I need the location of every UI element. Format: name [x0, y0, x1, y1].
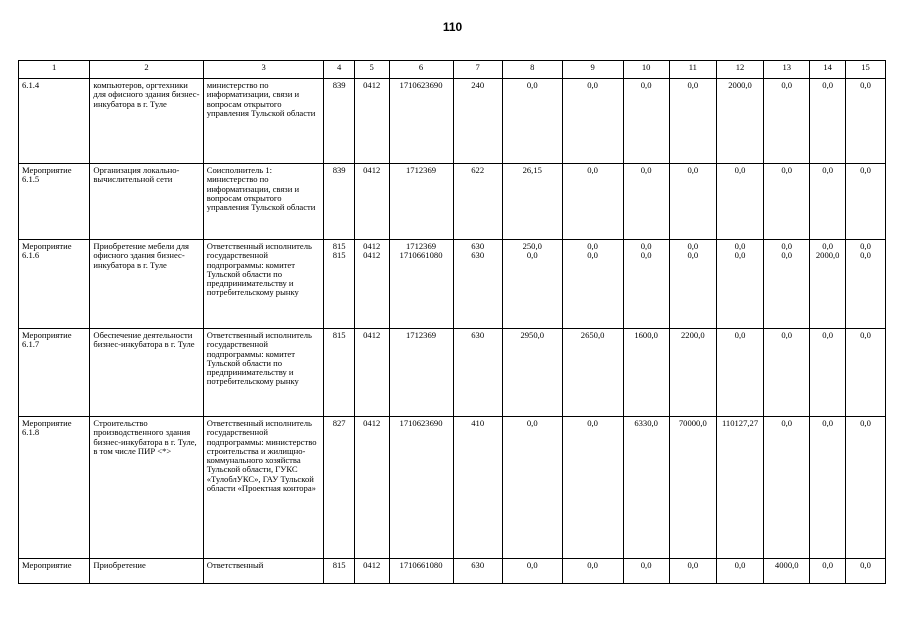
measure-name-cell: Приобретение мебели для офисного здания бизнес-инкубатора в г. Туле: [90, 240, 203, 329]
amount-cell: 0,0: [669, 559, 716, 584]
amount-cell: 0,0: [846, 417, 886, 559]
amount-cell: 0,0: [810, 559, 846, 584]
expense-type-cell: 240: [453, 79, 502, 164]
amount-cell: 6330,0: [623, 417, 669, 559]
amount-cell: 0,0: [623, 164, 669, 240]
target-article-cell: 1712369: [389, 164, 453, 240]
expense-type-cell: 630: [453, 559, 502, 584]
grbs-code-cell: 839: [324, 164, 354, 240]
column-header-15: 15: [846, 61, 886, 79]
amount-cell: 0,0: [716, 164, 763, 240]
column-header-1: 1: [19, 61, 90, 79]
measure-name-cell: Организация локально-вычислительной сети: [90, 164, 203, 240]
amount-cell: 0,0 0,0: [562, 240, 623, 329]
expense-type-cell: 410: [453, 417, 502, 559]
amount-cell: 0,0: [764, 329, 810, 417]
target-article-cell: 1710623690: [389, 417, 453, 559]
measure-id-cell: Мероприятие: [19, 559, 90, 584]
column-header-5: 5: [354, 61, 389, 79]
grbs-code-cell: 839: [324, 79, 354, 164]
table-header-row: [19, 61, 886, 79]
measure-name-cell: Обеспечение деятельности бизнес-инкубатора в г. Туле: [90, 329, 203, 417]
table-row: [19, 559, 886, 584]
measure-id-cell: 6.1.4: [19, 79, 90, 164]
amount-cell: 0,0: [502, 417, 562, 559]
amount-cell: 0,0 0,0: [716, 240, 763, 329]
page-number: 110: [442, 20, 463, 34]
expense-type-cell: 630 630: [453, 240, 502, 329]
executor-cell: министерство по информатизации, связи и вопросам открытого управления Тульской области: [203, 79, 324, 164]
amount-cell: 0,0: [623, 79, 669, 164]
amount-cell: 110127,27: [716, 417, 763, 559]
amount-cell: 0,0: [562, 164, 623, 240]
amount-cell: 2950,0: [502, 329, 562, 417]
table-row: [19, 164, 886, 240]
executor-cell: Ответственный исполнитель государственной подпрограммы: комитет Тульской области по предпринимательству и потребительскому рынку: [203, 329, 324, 417]
measure-id-cell: Мероприятие 6.1.8: [19, 417, 90, 559]
amount-cell: 0,0: [764, 79, 810, 164]
table-row: [19, 417, 886, 559]
target-article-cell: 1710661080: [389, 559, 453, 584]
section-code-cell: 0412: [354, 79, 389, 164]
section-code-cell: 0412: [354, 329, 389, 417]
column-header-6: 6: [389, 61, 453, 79]
grbs-code-cell: 827: [324, 417, 354, 559]
measure-name-cell: компьютеров, оргтехники для офисного здания бизнес-инкубатора в г. Туле: [90, 79, 203, 164]
amount-cell: 0,0: [846, 559, 886, 584]
amount-cell: 0,0: [669, 164, 716, 240]
amount-cell: 0,0: [810, 79, 846, 164]
grbs-code-cell: 815: [324, 559, 354, 584]
amount-cell: 0,0 2000,0: [810, 240, 846, 329]
section-code-cell: 0412: [354, 559, 389, 584]
amount-cell: 0,0: [562, 79, 623, 164]
section-code-cell: 0412 0412: [354, 240, 389, 329]
expense-type-cell: 622: [453, 164, 502, 240]
column-header-7: 7: [453, 61, 502, 79]
measure-id-cell: Мероприятие 6.1.5: [19, 164, 90, 240]
measure-id-cell: Мероприятие 6.1.7: [19, 329, 90, 417]
executor-cell: Ответственный исполнитель государственной подпрограммы: министерство строительства и жилищно-коммунального хозяйства Тульской области, ГУКС «ТулоблУКС», ГАУ Тульской области «Проектная контора»: [203, 417, 324, 559]
amount-cell: 0,0: [846, 164, 886, 240]
amount-cell: 0,0: [502, 559, 562, 584]
table-row: [19, 329, 886, 417]
amount-cell: 0,0 0,0: [669, 240, 716, 329]
amount-cell: 0,0 0,0: [846, 240, 886, 329]
column-header-9: 9: [562, 61, 623, 79]
budget-table: [18, 60, 886, 584]
amount-cell: 4000,0: [764, 559, 810, 584]
amount-cell: 0,0: [562, 417, 623, 559]
amount-cell: 26,15: [502, 164, 562, 240]
column-header-13: 13: [764, 61, 810, 79]
amount-cell: 0,0: [810, 164, 846, 240]
amount-cell: 2200,0: [669, 329, 716, 417]
amount-cell: 0,0 0,0: [623, 240, 669, 329]
executor-cell: Соисполнитель 1: министерство по информатизации, связи и вопросам открытого управления Тульской области: [203, 164, 324, 240]
column-header-2: 2: [90, 61, 203, 79]
target-article-cell: 1712369: [389, 329, 453, 417]
amount-cell: 0,0: [764, 417, 810, 559]
column-header-4: 4: [324, 61, 354, 79]
column-header-12: 12: [716, 61, 763, 79]
table-row: [19, 79, 886, 164]
amount-cell: 0,0: [764, 164, 810, 240]
amount-cell: 0,0: [846, 79, 886, 164]
expense-type-cell: 630: [453, 329, 502, 417]
amount-cell: 0,0: [846, 329, 886, 417]
grbs-code-cell: 815 815: [324, 240, 354, 329]
column-header-3: 3: [203, 61, 324, 79]
amount-cell: 0,0: [810, 417, 846, 559]
target-article-cell: 1710623690: [389, 79, 453, 164]
measure-id-cell: Мероприятие 6.1.6: [19, 240, 90, 329]
section-code-cell: 0412: [354, 164, 389, 240]
executor-cell: Ответственный исполнитель государственной подпрограммы: комитет Тульской области по предпринимательству и потребительскому рынку: [203, 240, 324, 329]
amount-cell: 2000,0: [716, 79, 763, 164]
amount-cell: 70000,0: [669, 417, 716, 559]
table-row: [19, 240, 886, 329]
column-header-14: 14: [810, 61, 846, 79]
executor-cell: Ответственный: [203, 559, 324, 584]
amount-cell: 0,0 0,0: [764, 240, 810, 329]
amount-cell: 0,0: [716, 559, 763, 584]
target-article-cell: 1712369 1710661080: [389, 240, 453, 329]
column-header-11: 11: [669, 61, 716, 79]
amount-cell: 0,0: [502, 79, 562, 164]
column-header-10: 10: [623, 61, 669, 79]
column-header-8: 8: [502, 61, 562, 79]
amount-cell: 0,0: [669, 79, 716, 164]
measure-name-cell: Строительство производственного здания бизнес-инкубатора в г. Туле, в том числе ПИР <*>: [90, 417, 203, 559]
amount-cell: 0,0: [562, 559, 623, 584]
amount-cell: 0,0: [716, 329, 763, 417]
amount-cell: 1600,0: [623, 329, 669, 417]
measure-name-cell: Приобретение: [90, 559, 203, 584]
amount-cell: 0,0: [623, 559, 669, 584]
grbs-code-cell: 815: [324, 329, 354, 417]
amount-cell: 2650,0: [562, 329, 623, 417]
section-code-cell: 0412: [354, 417, 389, 559]
amount-cell: 250,0 0,0: [502, 240, 562, 329]
amount-cell: 0,0: [810, 329, 846, 417]
